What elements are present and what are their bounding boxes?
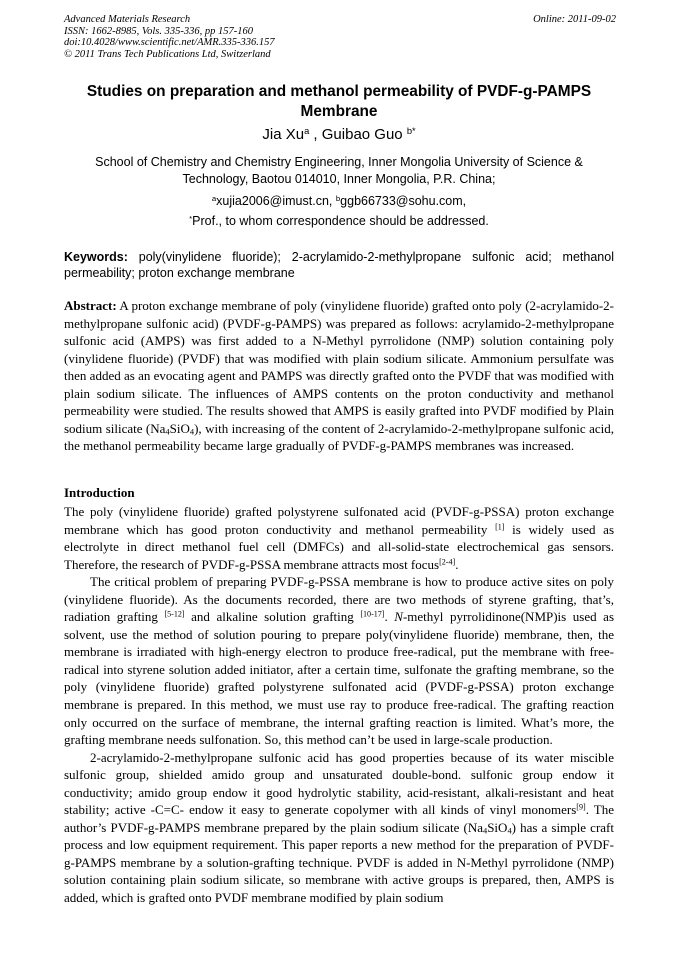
journal-name: Advanced Materials Research [64, 14, 191, 25]
paragraph [64, 573, 614, 748]
paragraph-text: -methyl pyrrolidinone(NMP)is used as solvent, use the method of solution pouring to prepare poly(vinylidene fluoride) membrane, then, the membrane is irradiated with high-energy electron to produce free-radical, put the membrane with free-radical into styrene solution added initiator, after a certain time, sulfonate the grafting membrane, so the poly (vinylidene fluoride) grafted polystyrene sulfonated acid (PVDF-g-PSSA) proton exchange membrane is prepared. In this method, we must use ray to produce free-radical. The grafting reaction only occurred on the surface of membrane, the internal grafting reaction is limited. What’s more, the grafting membrane needs sulfonation. So, this method can’t be used in large-scale production. [64, 609, 615, 748]
paragraph-text: 2-acrylamido-2-methylpropane sulfonic acid has good properties because of its water miscible sulfonic group, shielded amido group and unsaturated double-bond. sulfonic group endow it conductivity; amido group endow it good hydrolytic stability, acid-resistant, alkali-resistant and heat stability; active -C=C- endow it easy to generate copolymer with all kinds of vinyl monomers [64, 749, 614, 818]
paragraph-text: The critical problem of preparing PVDF-g-PSSA membrane is how to produce active sites on poly (vinylidene fluoride). As the documents recorded, there are two methods of styrene grafting, that’s, radiation grafting [64, 574, 614, 625]
paragraph-text: The poly (vinylidene fluoride) grafted polystyrene sulfonated acid (PVDF-g-PSSA) proton exchange membrane which has good proton conductivity and methanol permeability [64, 504, 614, 537]
correspondence-text: Prof., to whom correspondence should be addressed. [192, 214, 489, 228]
citation: [2-4] [439, 557, 456, 567]
subscript: 4 [165, 425, 170, 436]
paragraph-text: SiO [487, 819, 508, 835]
keywords [64, 249, 614, 281]
online-date: Online: 2011-09-02 [533, 14, 616, 25]
abstract-text: ), with increasing of the content of 2-acrylamido-2-methylpropane sulfonic acid, the methanol permeability became large gradually of PVDF-g-PAMPS membranes was increased. [64, 420, 614, 453]
correspondence-note [64, 213, 614, 229]
author-name: Jia Xu [262, 126, 305, 143]
email-mark: a [211, 193, 217, 203]
copyright-line: © 2011 Trans Tech Publications Ltd, Switzerland [64, 48, 271, 60]
paragraph-text: . [384, 609, 395, 625]
title-line-1: Studies on preparation and methanol permeability of PVDF-g-PAMPS [86, 83, 592, 100]
email-line [64, 193, 614, 209]
paragraph-text: and alkaline solution grafting [184, 609, 361, 625]
affiliation [64, 154, 614, 187]
paragraph [64, 503, 614, 573]
subscript: 4 [482, 825, 488, 836]
author-separator: , [309, 126, 322, 143]
issn-line: ISSN: 1662-8985, Vols. 335-336, pp 157-160 [64, 25, 253, 37]
email-address: ggb66733@sohu.com, [340, 194, 467, 208]
subscript: 4 [189, 425, 195, 436]
abstract [64, 297, 614, 455]
paper-title [64, 82, 614, 121]
abstract-text: A proton exchange membrane of poly (vinylidene fluoride) grafted onto poly (2-acrylamido-2-methylpropane sulfonic acid) (PVDF-g-PAMPS) was prepared as follows: acrylamido-2-methylpropane sulfonic acid (AMPS) was first added to a N-Methyl pyrrolidone (NMP) solution containing poly (vinylidene fluoride) (PVDF) that was modified with plain sodium silicate. Ammonium persulfate was then added as an evocating agent and PAMPS was directly grafted onto the PVDF that was modified with plain sodium silicate. The influences of AMPS contents on the proton conductivity and methanol permeability were studied. The results showed that AMPS is easily grafted into PVDF modified by Plain sodium silicate (Na [64, 298, 614, 436]
introduction-body [64, 503, 614, 907]
citation: [9] [576, 802, 586, 812]
title-line-2: Membrane [300, 102, 378, 120]
section-heading: Introduction [64, 485, 135, 500]
citation: [5-12] [164, 609, 185, 619]
italic-text: N [394, 609, 403, 625]
citation: [1] [495, 522, 505, 532]
abstract-label: Abstract: [64, 298, 117, 313]
author-list [64, 126, 614, 144]
email-mark: b [335, 193, 341, 203]
email-address: xujia2006@imust.cn, [216, 194, 333, 208]
doi-line: doi:10.4028/www.scientific.net/AMR.335-336.157 [64, 37, 275, 49]
citation: [10-17] [360, 609, 385, 619]
paragraph-text: is widely used as electrolyte in direct methanol fuel cell (DMFCs) and all-solid-state electrochemical gas sensors. Therefore, the research of PVDF-g-PSSA membrane attracts most focus [64, 521, 614, 572]
keywords-text: poly(vinylidene fluoride); 2-acrylamido-2-methylpropane sulfonic acid; methanol permeability; proton exchange membrane [64, 250, 614, 280]
author-name: Guibao Guo [321, 126, 403, 143]
author-affiliation-mark: b* [406, 125, 416, 136]
author-affiliation-mark: a [304, 125, 310, 136]
keywords-label: Keywords: [64, 250, 128, 264]
correspondence-mark: * [189, 213, 193, 223]
subscript: 4 [507, 825, 512, 836]
paragraph [64, 749, 614, 907]
paragraph-text: . [455, 556, 459, 572]
running-header [64, 14, 616, 60]
affiliation-line-1: School of Chemistry and Chemistry Engineering, Inner Mongolia University of Science & [95, 155, 583, 169]
paragraph-text: ) has a simple craft process and low equipment requirement. This paper reports a new method for the preparation of PVDF-g-PAMPS membrane by a solution-grafting technique. PVDF is added in N-Methyl pyrrolidone (NMP) solution containing plain sodium silicate, so membrane with active groups is prepared, then, AMPS is added, which is grafted onto PVDF membrane modified by plain sodium [64, 819, 614, 906]
paragraph-text: . The author’s PVDF-g-PAMPS membrane prepared by the plain sodium silicate (Na [64, 802, 614, 835]
affiliation-line-2: Technology, Baotou 014010, Inner Mongolia, P.R. China; [182, 171, 496, 186]
abstract-text: SiO [169, 420, 190, 436]
